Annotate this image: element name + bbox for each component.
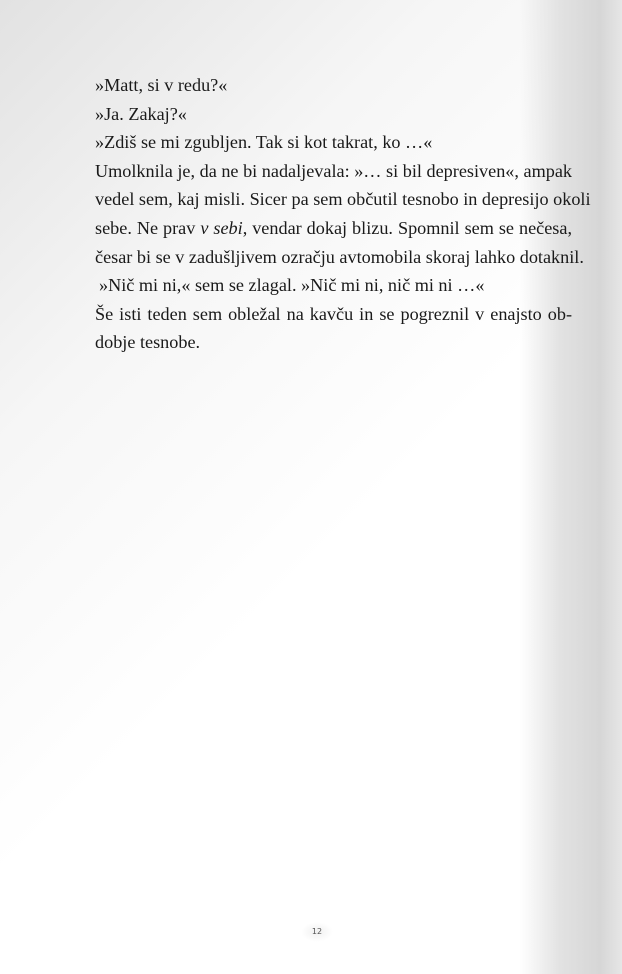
- text-line-with-emphasis: [66, 214, 572, 243]
- text-line: »Nič mi ni,« sem se zlagal. »Nič mi ni, nič mi ni …«: [99, 275, 485, 296]
- text-line: dobje tesnobe.: [95, 332, 201, 353]
- text-line: »Matt, si v redu?«: [95, 75, 228, 95]
- text-line: vedel sem, kaj misli. Sicer pa sem občutil tesnobo in depresijo okoli: [95, 189, 591, 210]
- paragraph-dialogue-2: [66, 100, 572, 129]
- text-line: Še isti teden sem obležal na kavču in se pogreznil v enajsto ob-: [95, 303, 572, 324]
- text-line: »Zdiš se mi zgubljen. Tak si kot takrat, ko …«: [95, 132, 433, 153]
- text-segment: , vendar dokaj blizu. Spomnil sem se nečesa,: [242, 217, 572, 238]
- paragraph-narration-1: [66, 157, 591, 271]
- paragraph-dialogue-1: [66, 71, 572, 100]
- text-segment: sebe. Ne prav: [95, 217, 201, 238]
- text-line: Umolknila je, da ne bi nadaljevala: »… si bil depresiven«, ampak: [95, 160, 572, 181]
- emphasis-text: v sebi: [200, 217, 243, 238]
- text-line: česar bi se v zadušljivem ozračju avtomobila skoraj lahko dotaknil.: [95, 246, 584, 267]
- paragraph-dialogue-4: [66, 271, 572, 300]
- body-text: [66, 71, 591, 357]
- paragraph-dialogue-3: [66, 128, 572, 157]
- paragraph-narration-2: [66, 300, 572, 357]
- page-number: 12: [301, 922, 333, 942]
- text-line: »Ja. Zakaj?«: [95, 103, 187, 124]
